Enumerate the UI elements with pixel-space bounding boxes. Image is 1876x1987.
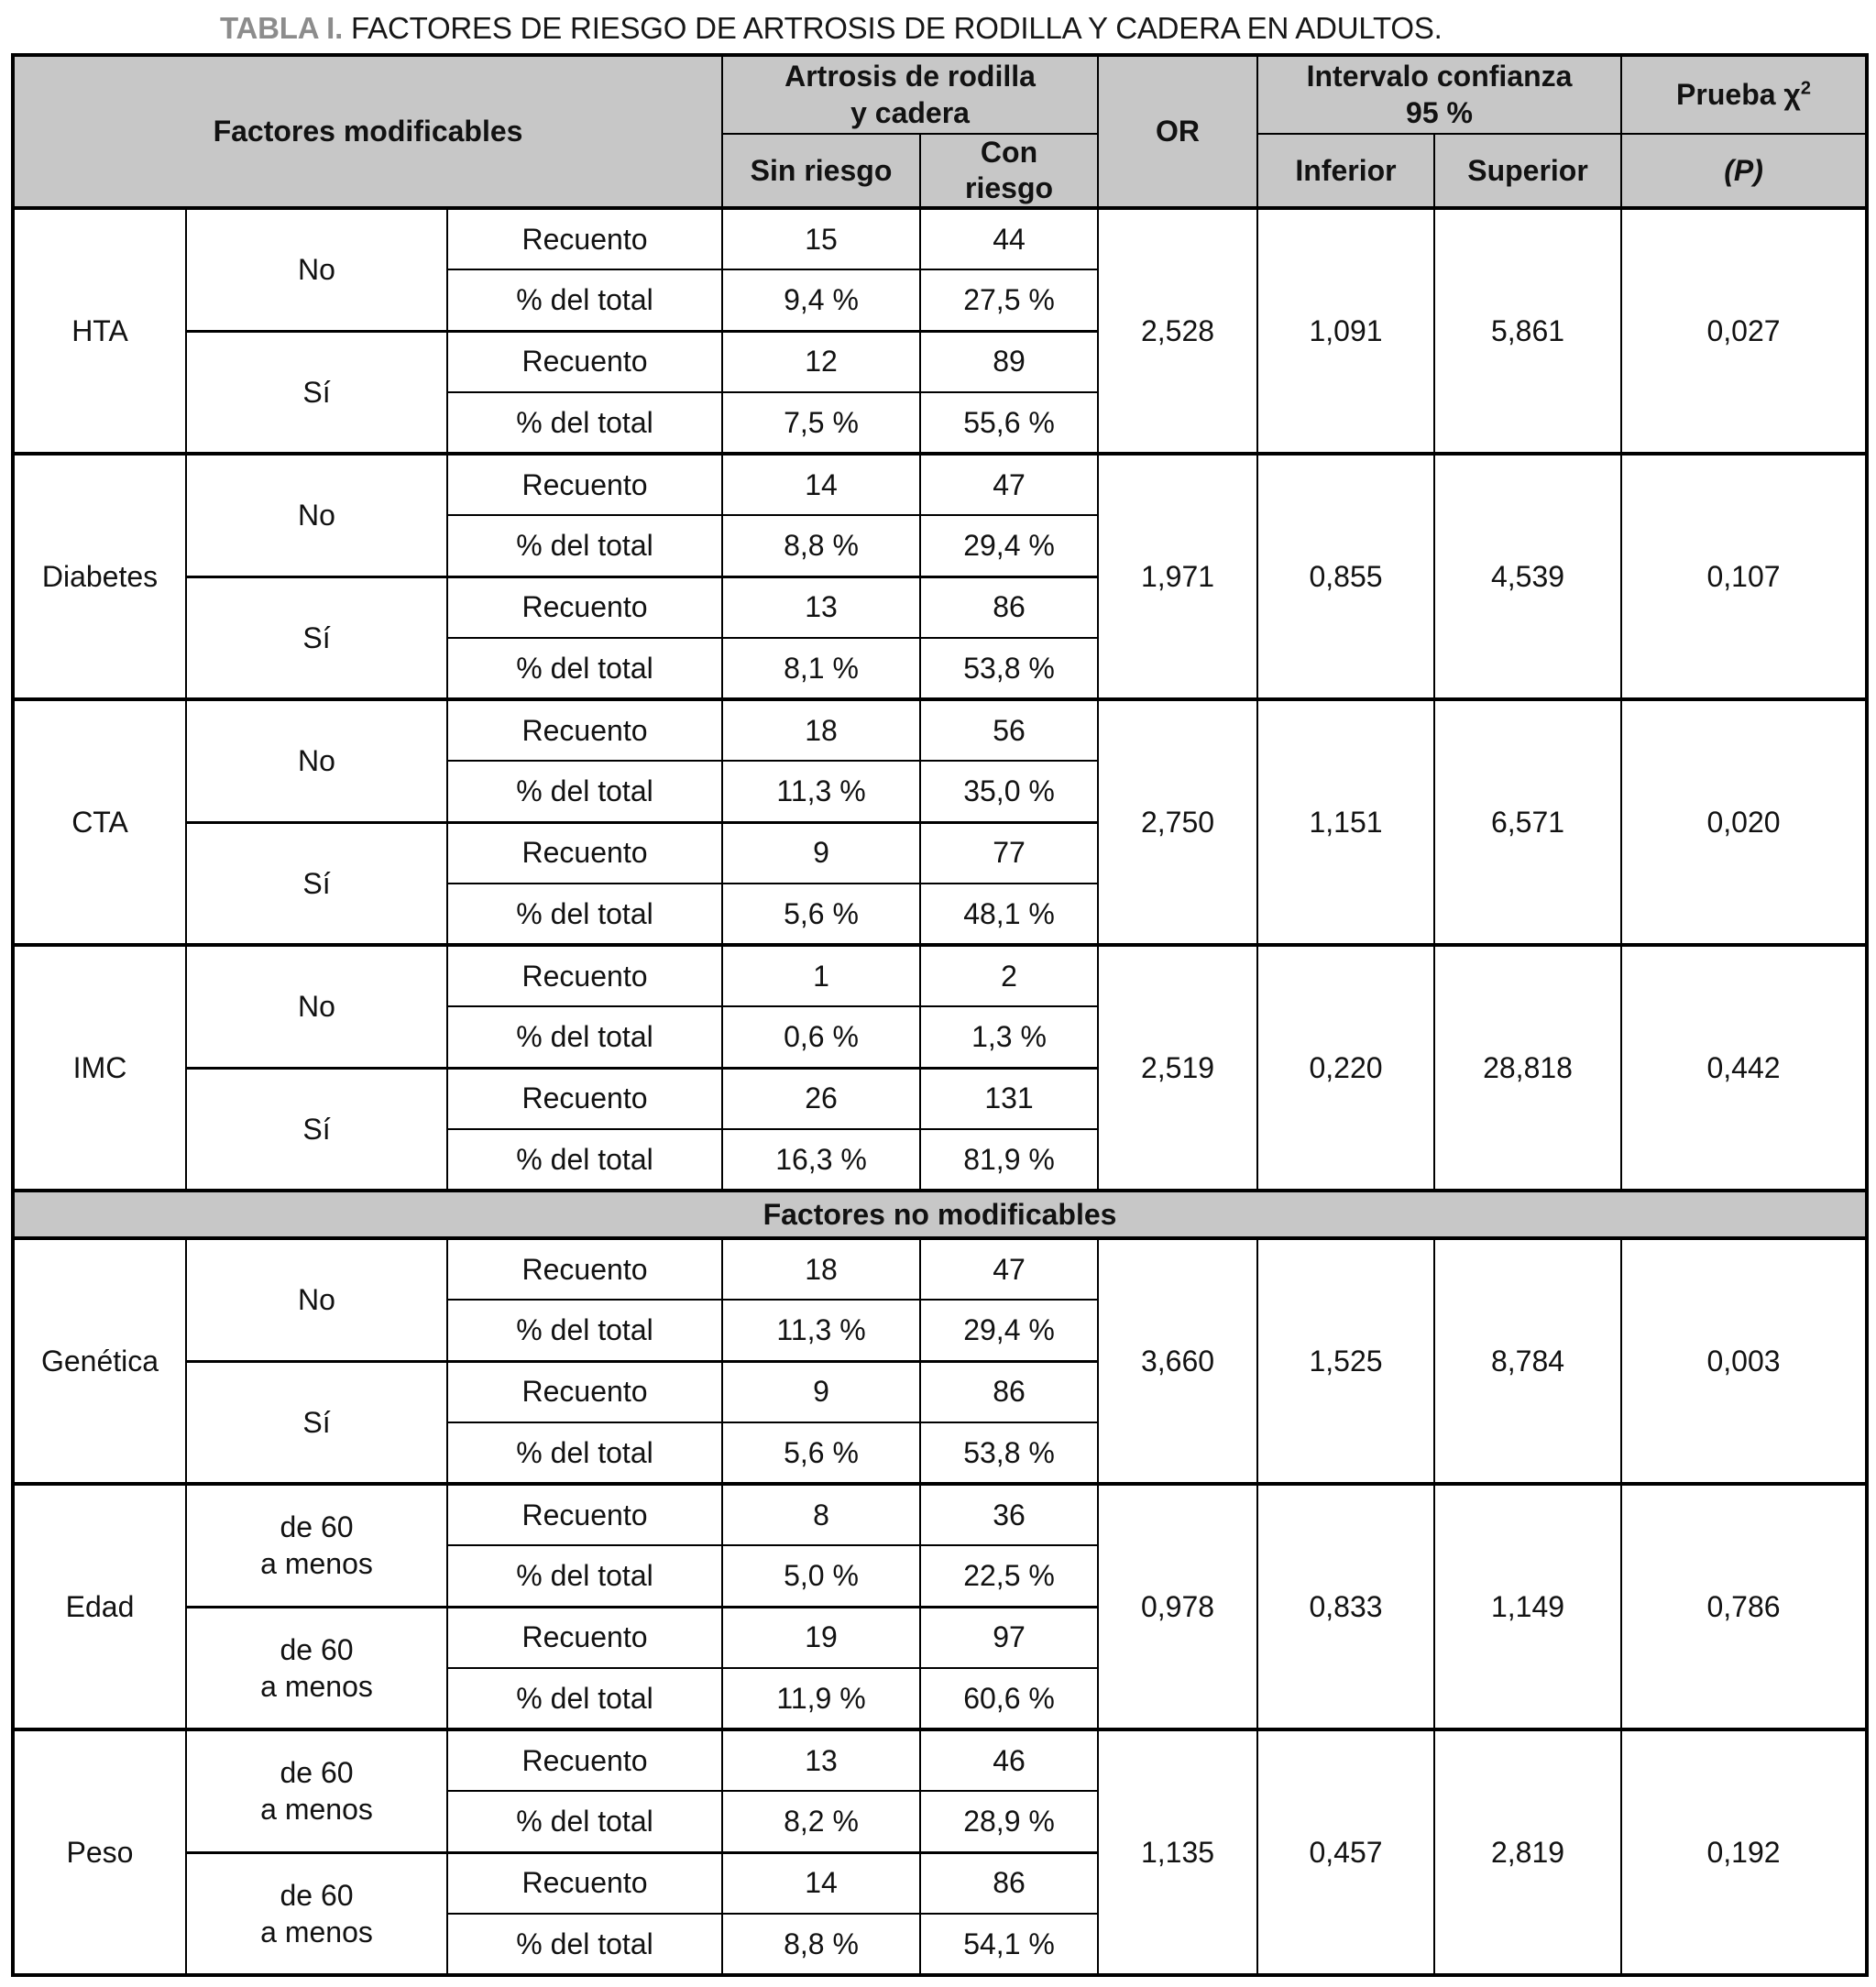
con-riesgo-value: 48,1 % — [920, 884, 1098, 945]
measure-label: % del total — [447, 269, 722, 331]
measure-label: Recuento — [447, 699, 722, 761]
header-sin-riesgo: Sin riesgo — [722, 134, 920, 208]
header-artrosis — [722, 55, 1098, 134]
sin-riesgo-value: 13 — [722, 576, 920, 638]
con-riesgo-value: 89 — [920, 331, 1098, 392]
header-factores-modificables: Factores modificables — [13, 55, 722, 208]
measure-label: Recuento — [447, 1852, 722, 1914]
measure-label: Recuento — [447, 1607, 722, 1668]
con-riesgo-value: 29,4 % — [920, 515, 1098, 576]
sin-riesgo-value: 26 — [722, 1068, 920, 1129]
con-riesgo-value: 47 — [920, 1238, 1098, 1300]
category-cell — [186, 1068, 447, 1191]
ci-superior-value: 8,784 — [1434, 1238, 1621, 1484]
sin-riesgo-value: 9 — [722, 822, 920, 884]
ci-superior-value: 4,539 — [1434, 454, 1621, 699]
ci-inferior-value: 1,091 — [1257, 208, 1434, 454]
p-value: 0,020 — [1621, 699, 1867, 945]
sin-riesgo-value: 16,3 % — [722, 1129, 920, 1191]
con-riesgo-value: 53,8 % — [920, 1422, 1098, 1484]
measure-label: Recuento — [447, 822, 722, 884]
con-riesgo-value: 35,0 % — [920, 761, 1098, 822]
chi-exponent: 2 — [1800, 78, 1811, 99]
sin-riesgo-value: 12 — [722, 331, 920, 392]
measure-label: Recuento — [447, 945, 722, 1006]
con-riesgo-value: 27,5 % — [920, 269, 1098, 331]
measure-label: % del total — [447, 392, 722, 454]
con-riesgo-value: 55,6 % — [920, 392, 1098, 454]
sin-riesgo-value: 0,6 % — [722, 1006, 920, 1068]
sin-riesgo-value: 5,0 % — [722, 1545, 920, 1607]
sin-riesgo-value: 14 — [722, 1852, 920, 1914]
measure-label: % del total — [447, 1545, 722, 1607]
con-riesgo-value: 97 — [920, 1607, 1098, 1668]
category-line: Sí — [302, 620, 331, 654]
header-prueba-chi2 — [1621, 55, 1867, 134]
con-riesgo-value: 28,9 % — [920, 1791, 1098, 1852]
category-cell — [186, 208, 447, 331]
measure-label: % del total — [447, 1300, 722, 1361]
ci-inferior-value: 1,151 — [1257, 699, 1434, 945]
p-value: 0,192 — [1621, 1729, 1867, 1975]
or-value: 2,750 — [1098, 699, 1257, 945]
table-row — [13, 945, 1867, 1006]
sin-riesgo-value: 9 — [722, 1361, 920, 1422]
con-riesgo-value: 46 — [920, 1729, 1098, 1791]
category-line: a menos — [260, 1915, 373, 1949]
measure-label: Recuento — [447, 331, 722, 392]
category-line: de 60 — [280, 1510, 354, 1544]
sin-riesgo-value: 8,1 % — [722, 638, 920, 699]
sin-riesgo-value: 9,4 % — [722, 269, 920, 331]
category-cell — [186, 576, 447, 699]
ci-superior-value: 28,818 — [1434, 945, 1621, 1191]
sin-riesgo-value: 7,5 % — [722, 392, 920, 454]
measure-label: % del total — [447, 1422, 722, 1484]
header-con-riesgo — [920, 134, 1098, 208]
measure-label: % del total — [447, 1914, 722, 1975]
category-line: No — [298, 253, 335, 287]
p-value: 0,107 — [1621, 454, 1867, 699]
measure-label: % del total — [447, 884, 722, 945]
con-riesgo-value: 29,4 % — [920, 1300, 1098, 1361]
con-riesgo-value: 60,6 % — [920, 1668, 1098, 1729]
con-riesgo-value: 53,8 % — [920, 638, 1098, 699]
category-line: No — [298, 499, 335, 532]
measure-label: % del total — [447, 515, 722, 576]
category-line: Sí — [302, 866, 331, 900]
measure-label: Recuento — [447, 1361, 722, 1422]
factor-name: Genética — [13, 1238, 186, 1484]
category-line: Sí — [302, 375, 331, 409]
con-riesgo-value: 81,9 % — [920, 1129, 1098, 1191]
con-riesgo-value: 56 — [920, 699, 1098, 761]
factor-name: HTA — [13, 208, 186, 454]
category-cell — [186, 1238, 447, 1361]
risk-factors-table — [11, 53, 1869, 1977]
sin-riesgo-value: 5,6 % — [722, 1422, 920, 1484]
category-line: a menos — [260, 1793, 373, 1827]
table-row — [13, 1729, 1867, 1791]
prueba-chi-label: Prueba χ — [1676, 77, 1801, 111]
category-line: Sí — [302, 1405, 331, 1439]
category-line: a menos — [260, 1669, 373, 1703]
or-value: 1,135 — [1098, 1729, 1257, 1975]
sin-riesgo-value: 5,6 % — [722, 884, 920, 945]
con-riesgo-value: 86 — [920, 1361, 1098, 1422]
header-artrosis-line2: y cadera — [850, 95, 970, 129]
con-riesgo-value: 47 — [920, 454, 1098, 515]
p-value: 0,442 — [1621, 945, 1867, 1191]
measure-label: % del total — [447, 761, 722, 822]
measure-label: Recuento — [447, 1238, 722, 1300]
category-cell — [186, 699, 447, 822]
header-con-riesgo-line2: riesgo — [965, 171, 1054, 205]
category-cell — [186, 1852, 447, 1975]
table-row — [13, 1484, 1867, 1545]
header-intervalo-line2: 95 % — [1406, 95, 1473, 129]
ci-inferior-value: 0,855 — [1257, 454, 1434, 699]
con-riesgo-value: 86 — [920, 576, 1098, 638]
table-title-text: FACTORES DE RIESGO DE ARTROSIS DE RODILLA Y CADERA EN ADULTOS. — [351, 11, 1443, 45]
factor-name: Diabetes — [13, 454, 186, 699]
table-number-label: TABLA I. — [220, 11, 344, 45]
category-line: de 60 — [280, 1878, 354, 1912]
con-riesgo-value: 131 — [920, 1068, 1098, 1129]
table-row — [13, 208, 1867, 269]
category-cell — [186, 945, 447, 1068]
measure-label: % del total — [447, 1791, 722, 1852]
p-value: 0,027 — [1621, 208, 1867, 454]
p-value: 0,003 — [1621, 1238, 1867, 1484]
measure-label: Recuento — [447, 1484, 722, 1545]
category-cell — [186, 331, 447, 454]
header-row-main — [13, 55, 1867, 134]
category-cell — [186, 1361, 447, 1484]
table-row — [13, 699, 1867, 761]
sin-riesgo-value: 11,9 % — [722, 1668, 920, 1729]
ci-superior-value: 5,861 — [1434, 208, 1621, 454]
category-line: Sí — [302, 1112, 331, 1146]
header-intervalo-confianza — [1257, 55, 1621, 134]
header-or: OR — [1098, 55, 1257, 208]
p-label: (P) — [1724, 153, 1763, 187]
p-value: 0,786 — [1621, 1484, 1867, 1729]
con-riesgo-value: 1,3 % — [920, 1006, 1098, 1068]
category-cell — [186, 822, 447, 945]
category-cell — [186, 454, 447, 576]
sin-riesgo-value: 14 — [722, 454, 920, 515]
ci-superior-value: 2,819 — [1434, 1729, 1621, 1975]
or-value: 0,978 — [1098, 1484, 1257, 1729]
factor-name: IMC — [13, 945, 186, 1191]
category-line: No — [298, 1283, 335, 1317]
measure-label: Recuento — [447, 576, 722, 638]
or-value: 2,519 — [1098, 945, 1257, 1191]
header-intervalo-line1: Intervalo confianza — [1306, 60, 1573, 93]
sin-riesgo-value: 18 — [722, 699, 920, 761]
con-riesgo-value: 54,1 % — [920, 1914, 1098, 1975]
measure-label: Recuento — [447, 454, 722, 515]
measure-label: % del total — [447, 1129, 722, 1191]
sin-riesgo-value: 19 — [722, 1607, 920, 1668]
category-line: de 60 — [280, 1632, 354, 1666]
ci-inferior-value: 0,457 — [1257, 1729, 1434, 1975]
table-row — [13, 454, 1867, 515]
sin-riesgo-value: 11,3 % — [722, 1300, 920, 1361]
con-riesgo-value: 86 — [920, 1852, 1098, 1914]
con-riesgo-value: 2 — [920, 945, 1098, 1006]
ci-superior-value: 6,571 — [1434, 699, 1621, 945]
factor-name: CTA — [13, 699, 186, 945]
con-riesgo-value: 44 — [920, 208, 1098, 269]
category-cell — [186, 1729, 447, 1852]
sin-riesgo-value: 15 — [722, 208, 920, 269]
sin-riesgo-value: 8,2 % — [722, 1791, 920, 1852]
category-cell — [186, 1607, 447, 1729]
section-header: Factores no modificables — [13, 1191, 1867, 1238]
measure-label: Recuento — [447, 1729, 722, 1791]
measure-label: Recuento — [447, 208, 722, 269]
category-line: No — [298, 744, 335, 778]
section-band-row — [13, 1191, 1867, 1238]
sin-riesgo-value: 8,8 % — [722, 515, 920, 576]
con-riesgo-value: 77 — [920, 822, 1098, 884]
category-line: No — [298, 990, 335, 1024]
measure-label: % del total — [447, 1006, 722, 1068]
page-title — [220, 11, 1876, 46]
header-con-riesgo-line1: Con — [980, 136, 1038, 169]
factor-name: Peso — [13, 1729, 186, 1975]
ci-superior-value: 1,149 — [1434, 1484, 1621, 1729]
header-p — [1621, 134, 1867, 208]
sin-riesgo-value: 18 — [722, 1238, 920, 1300]
or-value: 3,660 — [1098, 1238, 1257, 1484]
sin-riesgo-value: 8 — [722, 1484, 920, 1545]
header-inferior: Inferior — [1257, 134, 1434, 208]
factor-name: Edad — [13, 1484, 186, 1729]
table-row — [13, 1238, 1867, 1300]
header-superior: Superior — [1434, 134, 1621, 208]
measure-label: % del total — [447, 1668, 722, 1729]
category-line: a menos — [260, 1547, 373, 1581]
sin-riesgo-value: 13 — [722, 1729, 920, 1791]
header-artrosis-line1: Artrosis de rodilla — [784, 60, 1036, 93]
con-riesgo-value: 36 — [920, 1484, 1098, 1545]
or-value: 2,528 — [1098, 208, 1257, 454]
ci-inferior-value: 1,525 — [1257, 1238, 1434, 1484]
category-cell — [186, 1484, 447, 1607]
con-riesgo-value: 22,5 % — [920, 1545, 1098, 1607]
sin-riesgo-value: 8,8 % — [722, 1914, 920, 1975]
category-line: de 60 — [280, 1756, 354, 1790]
measure-label: Recuento — [447, 1068, 722, 1129]
ci-inferior-value: 0,833 — [1257, 1484, 1434, 1729]
ci-inferior-value: 0,220 — [1257, 945, 1434, 1191]
sin-riesgo-value: 11,3 % — [722, 761, 920, 822]
or-value: 1,971 — [1098, 454, 1257, 699]
measure-label: % del total — [447, 638, 722, 699]
sin-riesgo-value: 1 — [722, 945, 920, 1006]
